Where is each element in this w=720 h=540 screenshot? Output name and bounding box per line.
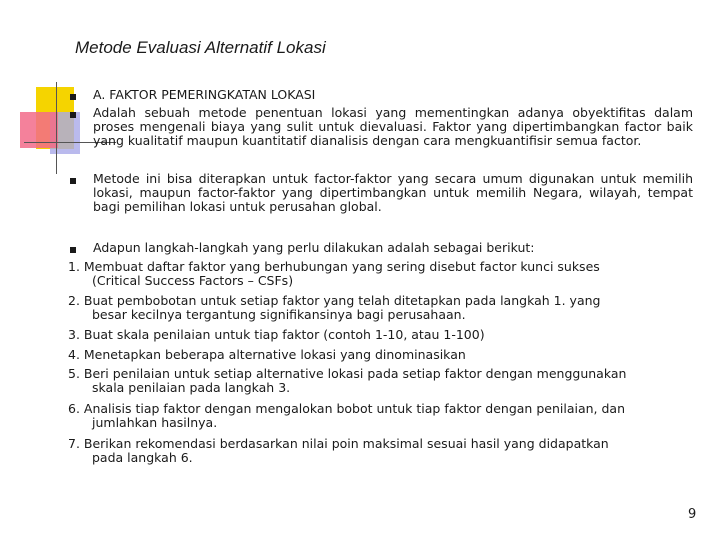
bullet-definition: Adalah sebuah metode penentuan lokasi yang mementingkan adanya obyektifitas dalam proses mengenali biaya yang sulit untuk dievaluasi. Faktor yang dipertimbangkan factor baik yang kualitatif maupun kuantitatif dianalisis dengan cara mengkuantifisir semua factor. [93,105,693,148]
bullet-heading: A. FAKTOR PEMERINGKATAN LOKASI [93,87,316,102]
step-text-continued: pada langkah 6. [92,450,193,465]
step-item [68,348,694,362]
bullet-marker [70,112,76,118]
step-text: 3. Buat skala penilaian untuk tiap faktor (contoh 1-10, atau 1-100) [68,327,485,342]
step-text: 4. Menetapkan beberapa alternative lokasi yang dinominasikan [68,347,466,362]
step-item [68,260,694,288]
step-text: 2. Buat pembobotan untuk setiap faktor yang telah ditetapkan pada langkah 1. yang [68,293,601,308]
page-number: 9 [688,507,697,522]
bullet-marker [70,178,76,184]
step-text-continued: (Critical Success Factors – CSFs) [92,273,294,288]
step-item [68,367,694,395]
slide-title: Metode Evaluasi Alternatif Lokasi [75,38,326,57]
step-item [68,294,694,322]
bullet-marker [70,94,76,100]
step-text: 5. Beri penilaian untuk setiap alternative lokasi pada setiap faktor dengan menggunakan [68,366,627,381]
step-item [68,437,694,465]
step-item [68,328,694,342]
step-text-continued: jumlahkan hasilnya. [92,415,218,430]
step-text: 6. Analisis tiap faktor dengan mengalokan bobot untuk tiap faktor dengan penilaian, dan [68,401,626,416]
step-text-continued: besar kecilnya tergantung signifikansinya bagi perusahaan. [92,307,466,322]
decor-vertical-line [56,82,57,174]
step-item [68,402,694,430]
step-text-continued: skala penilaian pada langkah 3. [92,380,291,395]
bullet-steps-intro: Adapun langkah-langkah yang perlu dilakukan adalah sebagai berikut: [93,240,535,255]
step-text: 7. Berikan rekomendasi berdasarkan nilai poin maksimal sesuai hasil yang didapatkan [68,436,609,451]
bullet-method: Metode ini bisa diterapkan untuk factor-faktor yang secara umum digunakan untuk memilih lokasi, maupun factor-faktor yang dipertimbangkan untuk memilih Negara, wilayah, tempat bagi pemilihan lokasi untuk perusahan global. [93,171,693,214]
step-text: 1. Membuat daftar faktor yang berhubungan yang sering disebut factor kunci sukses [68,259,600,274]
bullet-marker [70,247,76,253]
